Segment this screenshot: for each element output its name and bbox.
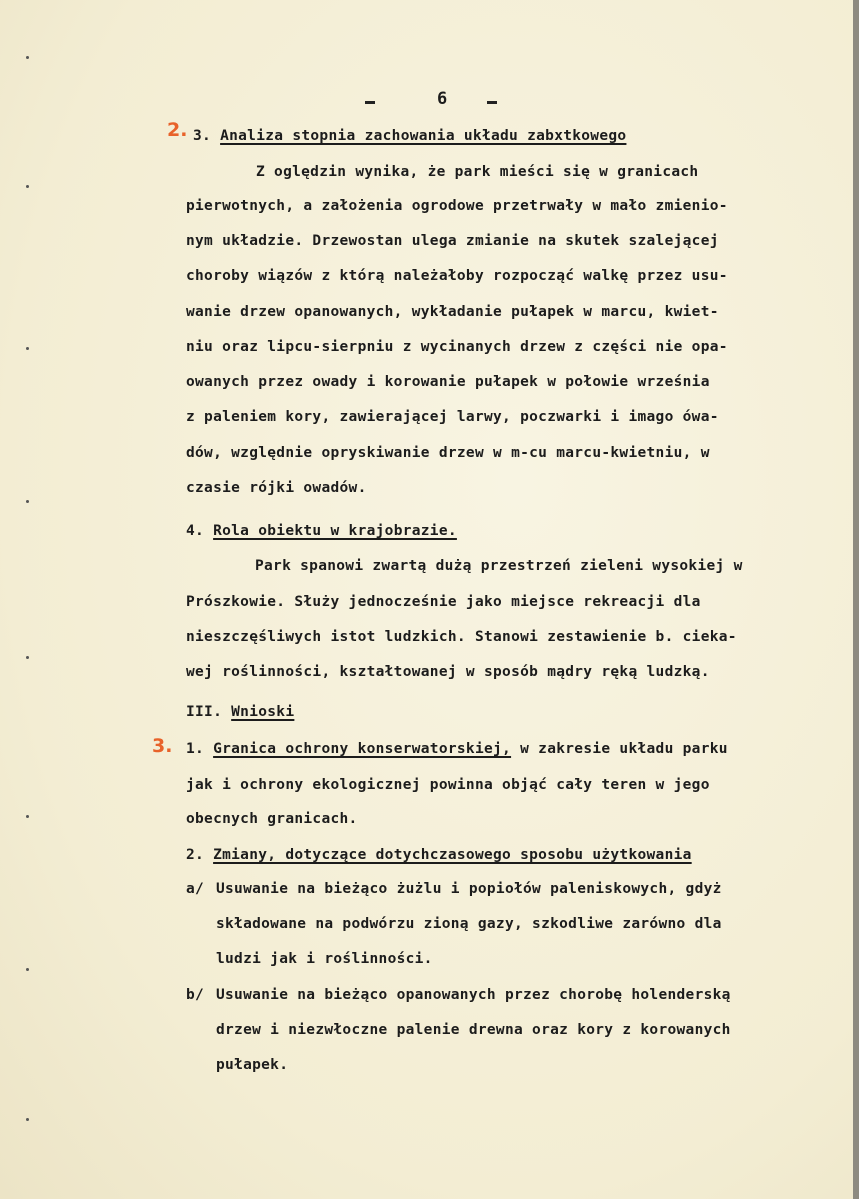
margin-dot <box>26 968 29 971</box>
section-4-heading <box>186 522 457 540</box>
conclusions-heading <box>186 703 294 721</box>
section-3-title: Analiza stopnia zachowania układu zabxtkowego <box>220 128 627 144</box>
page-number-dash-right <box>487 101 497 104</box>
paragraph-line: czasie rójki owadów. <box>186 480 367 496</box>
margin-dot <box>26 500 29 503</box>
item-2-title: Zmiany, dotyczące dotychczasowego sposobu użytkowania <box>213 847 692 863</box>
margin-dot <box>26 815 29 818</box>
item-1-number: 1. <box>186 741 205 757</box>
paragraph-line: choroby wiązów z którą należałoby rozpocząć walkę przez usu- <box>186 268 728 284</box>
paragraph-line: Z oględzin wynika, że park mieści się w granicach <box>256 164 699 180</box>
paragraph-line: Usuwanie na bieżąco opanowanych przez chorobę holenderską <box>216 987 731 1003</box>
paragraph-line: Usuwanie na bieżąco żużlu i popiołów paleniskowych, gdyż <box>216 881 722 897</box>
paragraph-line: nym układzie. Drzewostan ulega zmianie na skutek szalejącej <box>186 233 719 249</box>
conclusions-number: III. <box>186 704 223 720</box>
paragraph-line: z paleniem kory, zawierającej larwy, poczwarki i imago ówa- <box>186 409 719 425</box>
margin-note-3: 3. <box>152 735 173 757</box>
paragraph-line: składowane na podwórzu zioną gazy, szkodliwe zarówno dla <box>216 916 722 932</box>
margin-dot <box>26 656 29 659</box>
paragraph-line: niu oraz lipcu-sierpniu z wycinanych drzew z części nie opa- <box>186 339 728 355</box>
paragraph-line: Prószkowie. Służy jednocześnie jako miejsce rekreacji dla <box>186 594 701 610</box>
margin-dot <box>26 185 29 188</box>
margin-dot <box>26 1118 29 1121</box>
page-number: 6 <box>437 89 448 109</box>
paragraph-line: dów, względnie opryskiwanie drzew w m-cu marcu-kwietniu, w <box>186 445 710 461</box>
item-2-number: 2. <box>186 847 205 863</box>
margin-dot <box>26 56 29 59</box>
paragraph-line: pułapek. <box>216 1057 289 1073</box>
conclusion-item-1-heading <box>186 740 728 758</box>
paragraph-line: ludzi jak i roślinności. <box>216 951 433 967</box>
paragraph-line: jak i ochrony ekologicznej powinna objąć cały teren w jego <box>186 777 710 793</box>
scan-edge <box>853 0 859 1199</box>
conclusion-item-2-heading <box>186 846 692 864</box>
margin-note-2: 2. <box>167 119 188 141</box>
section-4-number: 4. <box>186 523 205 539</box>
paragraph-line: nieszczęśliwych istot ludzkich. Stanowi zestawienie b. cieka- <box>186 629 737 645</box>
item-1-title: Granica ochrony konserwatorskiej, <box>213 741 512 757</box>
paragraph-line: obecnych granicach. <box>186 811 358 827</box>
paragraph-line: wanie drzew opanowanych, wykładanie pułapek w marcu, kwiet- <box>186 304 719 320</box>
paragraph-line: pierwotnych, a założenia ogrodowe przetrwały w mało zmienio- <box>186 198 728 214</box>
sub-item-b-label: b/ <box>186 987 205 1003</box>
section-3-number: 3. <box>193 128 212 144</box>
item-1-rest: w zakresie układu parku <box>511 741 728 757</box>
paragraph-line: drzew i niezwłoczne palenie drewna oraz kory z korowanych <box>216 1022 731 1038</box>
conclusions-title: Wnioski <box>231 704 295 720</box>
section-4-title: Rola obiektu w krajobrazie. <box>213 523 457 539</box>
section-3-heading <box>193 127 626 145</box>
margin-dot <box>26 347 29 350</box>
sub-item-a-label: a/ <box>186 881 205 897</box>
paragraph-line: owanych przez owady i korowanie pułapek w połowie września <box>186 374 710 390</box>
paragraph-line: Park spanowi zwartą dużą przestrzeń zieleni wysokiej w <box>255 558 743 574</box>
page-number-dash-left <box>365 101 375 104</box>
paragraph-line: wej roślinności, kształtowanej w sposób mądry ręką ludzką. <box>186 664 710 680</box>
